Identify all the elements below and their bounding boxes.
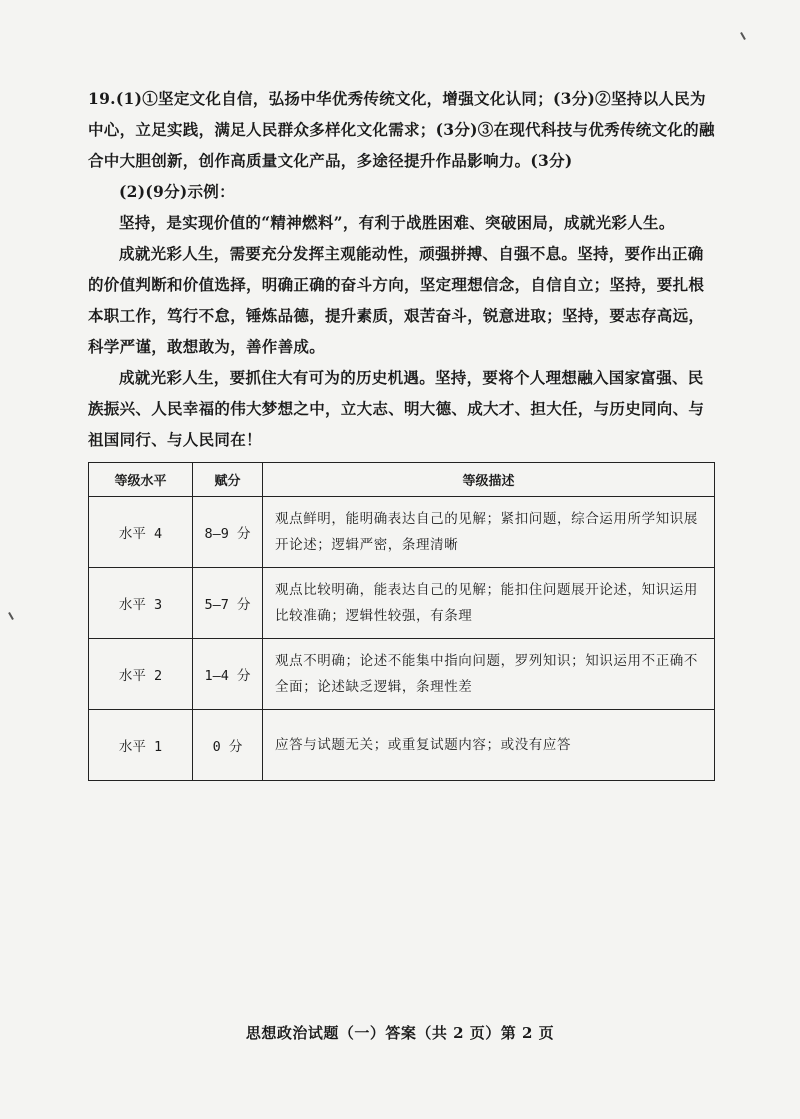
answer-part-2-heading: (2)(9分)示例： xyxy=(119,182,235,201)
row-score: 5—7 分 xyxy=(193,568,263,639)
table-row xyxy=(89,497,715,568)
scan-speck xyxy=(740,32,746,40)
scan-speck xyxy=(8,612,14,620)
row-score: 8—9 分 xyxy=(193,497,263,568)
table-row xyxy=(89,568,715,639)
table-header-row xyxy=(89,463,715,497)
row-description: 应答与试题无关；或重复试题内容；或没有应答 xyxy=(263,710,715,781)
row-level: 水平 4 xyxy=(89,497,193,568)
header-description: 等级描述 xyxy=(263,463,715,497)
sample-paragraph-2: 成就光彩人生，需要充分发挥主观能动性，顽强拼搏、自强不息。坚持，要作出正确的价值判断和价值选择，明确正确的奋斗方向，坚定理想信念，自信自立；坚持，要扎根本职工作，笃行不怠，锤炼品德，提升素质，艰苦奋斗，锐意进取；坚持，要志存高远，科学严谨，敢想敢为，善作善成。 xyxy=(88,244,705,356)
answer-part-1: 19.(1)①坚定文化自信，弘扬中华优秀传统文化，增强文化认同；(3分)②坚持以人民为中心，立足实践，满足人民群众多样化文化需求；(3分)③在现代科技与优秀传统文化的融合中大胆创新，创作高质量文化产品，多途径提升作品影响力。(3分) xyxy=(88,89,715,170)
row-level: 水平 3 xyxy=(89,568,193,639)
scoring-rubric-table xyxy=(88,462,715,781)
sample-paragraph-3: 成就光彩人生，要抓住大有可为的历史机遇。坚持，要将个人理想融入国家富强、民族振兴、人民幸福的伟大梦想之中，立大志、明大德、成大才、担大任，与历史同向、与祖国同行、与人民同在！ xyxy=(88,368,705,449)
row-score: 0 分 xyxy=(193,710,263,781)
row-score: 1—4 分 xyxy=(193,639,263,710)
row-level: 水平 1 xyxy=(89,710,193,781)
row-level: 水平 2 xyxy=(89,639,193,710)
sample-paragraph-1: 坚持，是实现价值的“精神燃料”，有利于战胜困难、突破困局，成就光彩人生。 xyxy=(119,213,675,232)
row-description: 观点比较明确，能表达自己的见解；能扣住问题展开论述，知识运用比较准确；逻辑性较强，有条理 xyxy=(263,568,715,639)
table-row xyxy=(89,710,715,781)
page-footer: 思想政治试题（一）答案（共 2 页）第 2 页 xyxy=(245,1024,555,1042)
table-row xyxy=(89,639,715,710)
row-description: 观点不明确；论述不能集中指向问题，罗列知识；知识运用不正确不全面；论述缺乏逻辑，条理性差 xyxy=(263,639,715,710)
header-level: 等级水平 xyxy=(89,463,193,497)
header-score: 赋分 xyxy=(193,463,263,497)
row-description: 观点鲜明，能明确表达自己的见解；紧扣问题，综合运用所学知识展开论述；逻辑严密，条理清晰 xyxy=(263,497,715,568)
